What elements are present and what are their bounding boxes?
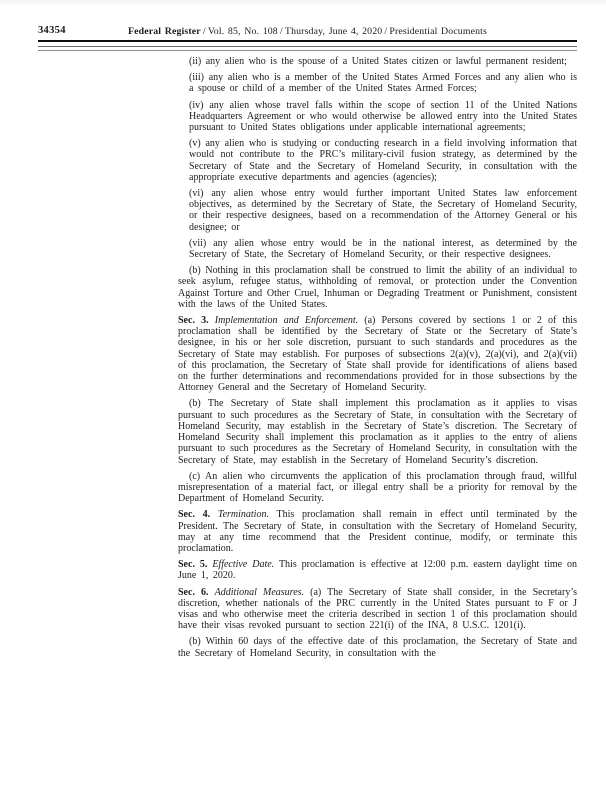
paragraph: [189, 56, 577, 67]
document-body: [178, 56, 577, 664]
paragraph-text: (iii) any alien who is a member of the United States Armed Forces and any alien who is a spouse or child of a member of the United States Armed Forces;: [189, 72, 577, 95]
paragraph: [178, 315, 577, 393]
paragraph-text: (iv) any alien whose travel falls within the scope of section 11 of the United Nations Headquarters Agreement or who would otherwise be allowed entry into the United States pursuant to United States obligations under applicable international agreements;: [189, 99, 577, 134]
header-rule-thick: [38, 40, 577, 42]
paragraph: [189, 72, 577, 94]
section-label: Sec. 5.: [178, 559, 213, 571]
paragraph-text: (vii) any alien whose entry would be in the national interest, as determined by the Secretary of State, the Secretary of Homeland Security, or their respective designees.: [189, 237, 577, 261]
section-label: Sec. 6.: [178, 586, 215, 598]
paragraph: [189, 238, 577, 260]
paragraph-text: (b) The Secretary of State shall implement this proclamation as it applies to visas pursuant to such procedures as the Secretary of State, in consultation with the Secretary of Homeland Security, may establish in the Secretary of State’s discretion. The Secretary of Homeland Security shall implement this proclamation as it applies to the entry of aliens pursuant to such procedures as the Secretary of Homeland Security, in consultation with the Secretary of State, may establish in the Secretary of Homeland Security’s discretion.: [178, 398, 577, 466]
paragraph: [178, 636, 577, 658]
header-rule-double: [38, 46, 577, 51]
section-title: Implementation and Enforcement.: [214, 315, 359, 327]
paragraph-text: (b) Within 60 days of the effective date of this proclamation, the Secretary of State and the Secretary of Homeland Security, in consultation with the: [178, 636, 577, 659]
page-number: 34354: [38, 25, 66, 36]
paragraph: [178, 265, 577, 310]
running-head: [38, 26, 577, 37]
paragraph: [178, 559, 577, 581]
page-header: [38, 25, 577, 39]
paragraph-text: (c) An alien who circumvents the application of this proclamation through fraud, willful misrepresentation of a material fact, or illegal entry shall be a priority for removal by the Department of Homeland Security.: [178, 470, 577, 505]
paragraph-text: (a) Persons covered by sections 1 or 2 of this proclamation shall be identified by the Secretary of State or the Secretary of State’s designee, in his or her sole discretion, pursuant to such standards and procedures as the Secretary of State may establish. For purposes of subsections 2(a)(v), 2(a)(vi), and 2(a)(vii) of this proclamation, the Secretary of State shall provide for identifications of aliens based on the further determinations and recommendations provided for in those subsections by the Attorney General and the Secretary of Homeland Security.: [178, 315, 577, 394]
paragraph: [189, 100, 577, 134]
section-label: Sec. 3.: [178, 315, 215, 327]
section-title: Effective Date.: [212, 559, 275, 571]
paragraph: [189, 188, 577, 233]
paragraph: [178, 509, 577, 554]
paragraph-text: This proclamation shall remain in effect until terminated by the President. The Secretary of State, in consultation with the Secretary of Homeland Security, may at any time recommend that the President continue, modify, or terminate this proclamation.: [178, 509, 577, 554]
paragraph-text: (b) Nothing in this proclamation shall be construed to limit the ability of an individual to seek asylum, refugee status, withholding of removal, or protection under the Convention Against Torture and Other Cruel, Inhuman or Degrading Treatment or Punishment, consistent with the laws of the United States.: [178, 265, 577, 310]
paragraph: [178, 587, 577, 632]
paragraph-text: (vi) any alien whose entry would further important United States law enforcement objectives, as determined by the Secretary of State, the Secretary of Homeland Security, or their respective designees, based on a recommendation of the Attorney General or his designee; or: [189, 188, 577, 233]
section-title: Termination.: [217, 509, 269, 521]
paragraph-text: This proclamation is effective at 12:00 p.m. eastern daylight time on June 1, 2020.: [178, 559, 577, 582]
paragraph: [189, 138, 577, 183]
section-title: Additional Measures.: [214, 586, 305, 598]
paragraph: [178, 471, 577, 505]
running-head-issue: / Vol. 85, No. 108 / Thursday, June 4, 2020 / Presidential Documents: [200, 26, 488, 37]
paragraph-text: (a) The Secretary of State shall consider, in the Secretary’s discretion, whether nationals of the PRC currently in the United States pursuant to F or J visas and who otherwise meet the criteria described in section 1 of this proclamation should have their visas revoked pursuant to section 221(i) of the INA, 8 U.S.C. 1201(i).: [178, 586, 577, 632]
section-label: Sec. 4.: [178, 509, 218, 521]
paragraph-text: (ii) any alien who is the spouse of a United States citizen or lawful permanent resident;: [189, 56, 567, 67]
running-head-publication: Federal Register: [127, 26, 201, 37]
paragraph: [178, 398, 577, 465]
paragraph-text: (v) any alien who is studying or conducting research in a field involving information that would not contribute to the PRC’s military-civil fusion strategy, as determined by the Secretary of State and the Secretary of Homeland Security, in consultation with the appropriate executive departments and agencies (agencies);: [189, 138, 577, 183]
